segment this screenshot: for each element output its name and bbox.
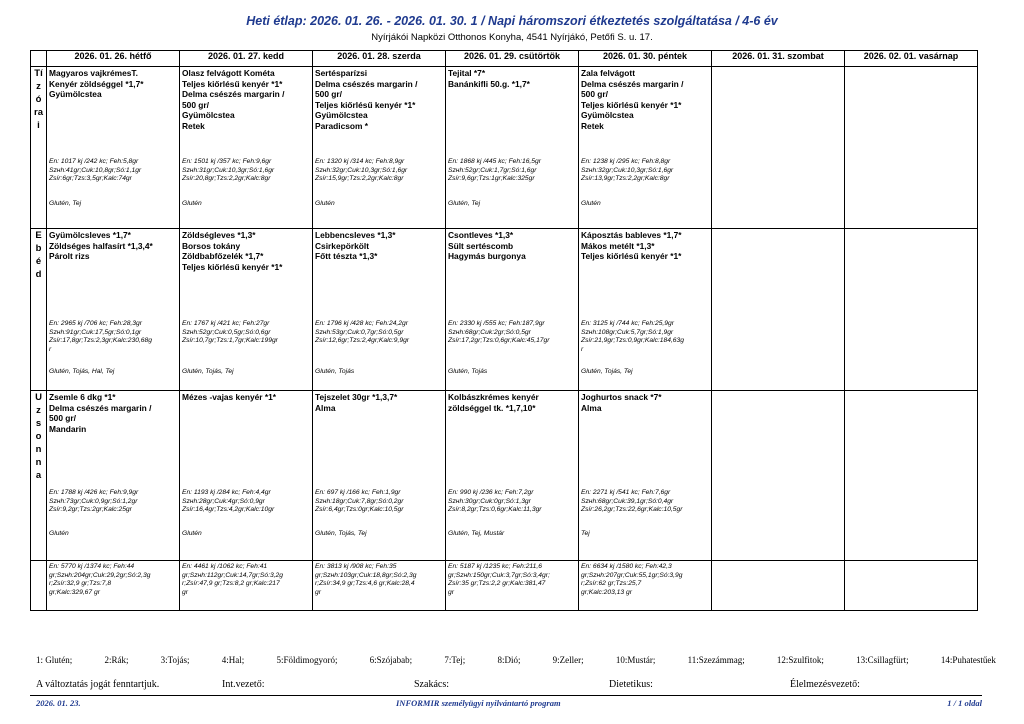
kitchen-address: Nyírjákói Napközi Otthonos Konyha, 4541 Nyírjákó, Petőfi S. u. 17. [371,32,653,43]
dish-item: Gyümölcstea [581,110,634,121]
dish-item: Olasz felvágott Kométa [182,68,275,78]
menu-cell [446,391,579,561]
nutrition-line: Zsír:20,8gr;Tzs:2,2gr;Kalc:8gr [182,175,271,183]
menu-cell [313,229,446,391]
allergen-list: Glutén, Tojás, Tej [581,368,633,375]
day-header: 2026. 01. 27. kedd [180,51,313,67]
dish-list [313,229,445,262]
allergen-legend-item: 4:Hal; [221,655,245,665]
page-number: 1 / 1 oldal [947,698,982,708]
dish-item: Gyümölcstea [315,110,368,121]
dish-item: Mézes -vajas kenyér *1* [182,392,277,402]
allergen-legend-item: 6:Szójabab; [369,655,413,665]
nutrition-info [315,158,444,184]
allergen-legend-item: 2:Rák; [104,655,129,665]
dish-item: Teljes kiőrlésű kenyér *1* [182,78,283,89]
nutrition-line: r [581,345,584,353]
menu-cell [712,391,845,561]
dish-item: Zsemle 6 dkg *1* [49,392,116,402]
menu-cell [446,67,579,229]
dish-item: Delma csészés margarin / [182,89,285,100]
menu-cell [313,391,446,561]
day-header: 2026. 02. 01. vasárnap [845,51,978,67]
int-vezeto-label: Int.vezető: [222,679,265,690]
dish-item: Csirkepörkölt [315,240,369,251]
nutrition-line: En: 1788 kj /426 kc; Feh:9,9gr [49,489,139,496]
day-header: 2026. 01. 30. péntek [579,51,712,67]
menu-cell [579,229,712,391]
footer-divider [30,695,982,696]
dish-item: zöldséggel tk. *1,7,10* [448,402,536,413]
allergen-list: Glutén, Tojás [448,368,488,375]
nutrition-line: Zsír:17,2gr;Tzs:0,6gr;Kalc:45,17gr [448,337,550,345]
nutrition-line: Zsír:12,6gr;Tzs:2,4gr;Kalc:9,9gr [315,337,410,345]
nutrition-line: r [49,345,52,353]
daily-total-line: gr;Kalc:329,67 gr [49,588,100,596]
daily-total-line: gr;Szнh:150gr;Cuk:3,7gr;Só:3,4gr; [448,571,550,579]
dish-list [47,67,179,100]
menu-cell [712,67,845,229]
dish-item: Kolbászkrémes kenyér [448,392,539,402]
nutrition-line: Zsír:13,9gr;Tzs:2,2gr;Kalc:8gr [581,175,670,183]
dish-list [180,229,312,272]
print-date: 2026. 01. 23. [36,698,81,708]
daily-total-line: En: 6634 kj /1580 kc; Feh:42,3 [581,563,672,570]
nutrition-line: Zsír:15,9gr;Tzs:2,2gr;Kalc:8gr [315,175,404,183]
dish-list [180,67,312,132]
daily-total-cell [712,561,845,611]
allergen-list: Glutén, Tojás, Tej [182,368,234,375]
day-header: 2026. 01. 31. szombat [712,51,845,67]
nutrition-line: Zsír:9,2gr;Tzs:2gr;Kalc:25gr [49,506,132,514]
dish-item: 500 gr/ [49,413,77,424]
totals-label [31,561,47,611]
menu-cell [180,391,313,561]
nutrition-line: En: 1017 kj /242 kc; Feh:5,8gr [49,158,139,165]
dish-list [579,229,711,262]
daily-total [47,561,179,597]
dish-item: Főtt tészta *1,3* [315,251,378,262]
dish-item: Teljes kiőrlésű kenyér *1* [315,99,416,110]
nutrition-line: Szнh:52gr;Cuk:0,5gr;Só:0,6gr [182,328,271,336]
meal-row-tízórai [31,67,978,229]
daily-total-line: gr;Szнh:103gr;Cuk:18,8gr;Só:2,3g [315,571,417,579]
nutrition-line: Zsír:10,7gr;Tzs:1,7gr;Kalc:199gr [182,337,278,345]
menu-cell [845,67,978,229]
nutrition-line: Szнh:53gr;Cuk:0,7gr;Só:0,5gr [315,328,404,336]
meal-row-ebéd [31,229,978,391]
allergen-legend-item: 13:Csillagfürt; [856,655,909,665]
dish-item: Delma csészés margarin / [49,402,152,413]
nutrition-line: Szнh:91gr;Cuk:17,5gr;Só:0,1gr [49,328,142,336]
nutrition-line: Zsír:17,8gr;Tzs:2,3gr;Kalc:230,68g [49,337,152,345]
nutrition-line: Zsír:6gr;Tzs:3,5gr;Kalc:74gr [49,175,132,183]
nutrition-info [581,489,710,515]
daily-total-line: En: 3813 kj /908 kc; Feh:35 [315,563,397,570]
nutrition-line: En: 697 kj /166 kc; Feh:1,9gr [315,489,401,496]
daily-total [446,561,578,597]
nutrition-line: En: 1193 kj /284 kc; Feh:4,4gr [182,489,271,496]
daily-total-line: gr;Szнh:112gr;Cuk:14,7gr;Só:3,2g [182,571,283,579]
dish-list [47,229,179,262]
allergen-list: Glutén, Tojás [315,368,355,375]
nutrition-info [182,320,311,346]
nutrition-info [448,320,577,346]
nutrition-line: Szнh:18gr;Cuk:7,8gr;Só:0,2gr [315,497,404,505]
menu-cell [845,391,978,561]
menu-cell [446,229,579,391]
allergen-legend-item: 3:Tojás; [160,655,190,665]
nutrition-info [49,320,178,354]
daily-total-cell [180,561,313,611]
daily-total-line: gr;Szнh:207gr;Cuk:55,1gr;Só:3,9g [581,571,683,579]
nutrition-line: En: 1796 kj /428 kc; Feh:24,2gr [315,320,408,327]
daily-total-line: En: 5187 kj /1235 kc; Feh:211,6 [448,563,542,570]
dish-list [446,391,578,413]
dish-item: Magyaros vajkrémesT. [49,68,138,78]
nutrition-line: En: 990 kj /236 kc; Feh:7,2gr [448,489,534,496]
allergen-legend-item: 8:Dió; [497,655,521,665]
meal-label-text: Ebéd [35,230,42,280]
dish-item: Zöldséges halfasírt *1,3,4* [49,240,153,251]
meal-label [31,391,47,561]
nutrition-line: Szнh:68gr;Cuk:2gr;Só:0,5gr [448,328,531,336]
meal-row-uzsonna [31,391,978,561]
dish-item: Joghurtos snack *7* [581,392,662,402]
menu-cell [180,67,313,229]
nutrition-line: En: 1320 kj /314 kc; Feh:8,9gr [315,158,405,165]
allergen-legend-item: 14:Puhatestűek [940,655,996,665]
nutrition-line: Szнh:108gr;Cuk:5,7gr;Só:1,9gr [581,328,674,336]
nutrition-line: En: 2330 kj /555 kc; Feh:187,9gr [448,320,545,327]
dish-item: Retek [182,120,205,131]
daily-total-line: gr [182,588,188,596]
program-name: INFORMIR személyügyi nyilvántartó program [396,698,561,708]
allergen-list: Tej [581,530,590,537]
nutrition-line: Szнh:30gr;Cuk:0gr;Só:1,3gr [448,497,531,505]
allergen-legend-item: 5:Földimogyoró; [276,655,338,665]
weekly-menu-table [30,50,978,611]
daily-total-line: r;Zsír:32,9 gr;Tzs:7,8 [49,580,112,588]
dish-item: Sertésparízsi [315,68,368,78]
dish-list [313,391,445,413]
daily-total-line: r;Zsír:47,9 gr;Tzs:8,2 gr;Kalc:217 [182,580,280,588]
rights-reserved: A változtatás jogát fenntartjuk. [36,679,160,690]
dish-item: Párolt rizs [49,251,90,262]
nutrition-line: Szнh:28gr;Cuk:4gr;Só:0,9gr [182,497,265,505]
dish-item: Káposztás bableves *1,7* [581,230,682,240]
dietetikus-label: Dietetikus: [609,679,653,690]
nutrition-line: Szнh:32gr;Cuk:10,3gr;Só:1,6gr [315,166,408,174]
szakacs-label: Szakács: [414,679,449,690]
dish-list [180,391,312,403]
dish-item: Kenyér zöldséggel *1,7* [49,78,144,89]
nutrition-info [182,158,311,184]
daily-total-cell [47,561,180,611]
allergen-legend-item: 7:Tej; [444,655,466,665]
dish-item: Lebbencsleves *1,3* [315,230,396,240]
dish-item: Mandarin [49,423,87,434]
nutrition-line: Zsír:9,6gr;Tzs:1gr;Kalc:325gr [448,175,535,183]
dish-item: Teljes kiőrlésű kenyér *1* [581,251,682,262]
nutrition-info [581,158,710,184]
allergen-list: Glutén [581,200,601,207]
nutrition-line: En: 2271 kj /541 kc; Feh:7,6gr [581,489,671,496]
nutrition-line: Szнh:73gr;Cuk:0,9gr;Só:1,2gr [49,497,138,505]
menu-title: Heti étlap: 2026. 01. 26. - 2026. 01. 30. 1 / Napi háromszori étkeztetés szolgáltatása / 4-6 év [246,14,778,28]
menu-cell [579,391,712,561]
nutrition-info [182,489,311,515]
dish-list [446,67,578,89]
dish-list [579,391,711,413]
daily-total-line: r;Zsír:62 gr;Tzs:25,7 [581,580,642,588]
daily-total-line: gr;Szнh:204gr;Cuk:29,2gr;Só:2,3g [49,571,151,579]
dish-list [446,229,578,262]
nutrition-line: En: 1501 kj /357 kc; Feh:9,6gr [182,158,272,165]
nutrition-info [315,320,444,346]
allergen-list: Glutén [182,200,202,207]
meal-label-text: Tízórai [34,68,43,131]
dish-item: Gyümölcstea [182,110,235,121]
daily-total-line: r;Zsír:34,9 gr;Tzs:4,6 gr;Kalc:28,4 [315,580,415,588]
allergen-list: Glutén [49,530,69,537]
meal-label-text: Uzsonna [35,392,42,481]
nutrition-info [49,158,178,184]
allergen-list: Glutén [182,530,202,537]
nutrition-line: Szнh:32gr;Cuk:10,3gr;Só:1,6gr [581,166,674,174]
daily-total-cell [845,561,978,611]
allergen-legend-item: 12:Szulfitok; [776,655,824,665]
dish-item: Zöldbabfőzelék *1,7* [182,251,264,262]
header-corner [31,51,47,67]
dish-item: Banánkifli 50.g. *1,7* [448,78,530,89]
day-header: 2026. 01. 26. hétfő [47,51,180,67]
daily-total-cell [313,561,446,611]
menu-cell [47,391,180,561]
daily-totals-row [31,561,978,611]
nutrition-info [315,489,444,515]
menu-cell [712,229,845,391]
nutrition-line: Zsír:16,4gr;Tzs:4,2gr;Kalc:10gr [182,506,275,514]
dish-item: 500 gr/ [182,99,210,110]
allergen-legend-item: 1: Glutén; [36,655,73,665]
daily-total-cell [579,561,712,611]
dish-item: Alma [315,402,336,413]
allergen-legend-item: 9:Zeller; [552,655,584,665]
dish-item: Paradicsom * [315,120,369,131]
daily-total-line: gr [315,588,321,596]
nutrition-line: Szнh:41gr;Cuk:10,8gr;Só:1,1gr [49,166,142,174]
dish-item: Gyümölcsleves *1,7* [49,230,131,240]
dish-item: Gyümölcstea [49,89,102,100]
dish-item: Hagymás burgonya [448,251,526,262]
nutrition-line: En: 1238 kj /295 kc; Feh:8,8gr [581,158,671,165]
nutrition-line: Zsír:8,2gr;Tzs:0,6gr;Kalc:11,3gr [448,506,542,514]
allergen-list: Glutén, Tej [49,200,82,207]
nutrition-line: Zsír:21,9gr;Tzs:0,9gr;Kalc:184,63g [581,337,684,345]
dish-item: Delma csészés margarin / [315,78,418,89]
menu-cell [47,229,180,391]
dish-item: Sült sertéscomb [448,240,514,251]
allergen-legend-item: 11:Szezámmag; [687,655,745,665]
daily-total-line: En: 5770 kj /1374 kc; Feh:44 [49,563,135,570]
nutrition-info [448,489,577,515]
meal-label [31,229,47,391]
nutrition-info [581,320,710,354]
nutrition-line: En: 1767 kj /421 kc; Feh:27gr [182,320,270,327]
allergen-legend-item: 10:Mustár; [615,655,656,665]
nutrition-line: Szнh:52gr;Cuk:1,7gr;Só:1,6gr [448,166,537,174]
nutrition-line: Szнh:68gr;Cuk:39,1gr;Só:0,4gr [581,497,674,505]
dish-item: Zala felvágott [581,68,635,78]
dish-item: Zöldségleves *1,3* [182,230,256,240]
allergen-list: Glutén, Tej [448,200,481,207]
dish-item: Teljes kiőrlésű kenyér *1* [182,261,283,272]
allergen-list: Glutén, Tej, Mustár [448,530,505,537]
allergen-legend [36,655,996,665]
dish-item: Borsos tokány [182,240,241,251]
nutrition-line: En: 1868 kj /445 kc; Feh:16,5gr [448,158,541,165]
allergen-list: Glutén, Tojás, Tej [315,530,367,537]
allergen-list: Glutén [315,200,335,207]
nutrition-line: Zsír:6,4gr;Tzs:0gr;Kalc:10,5gr [315,506,404,514]
dish-list [313,67,445,132]
nutrition-line: Zsír:26,2gr;Tzs:22,6gr;Kalc:10,5gr [581,506,683,514]
menu-cell [845,229,978,391]
daily-total [313,561,445,597]
daily-total-line: En: 4461 kj /1062 kc; Feh:41 [182,563,268,570]
daily-total-line: gr;Kalc:203,13 gr [581,588,632,596]
dish-item: 500 gr/ [581,89,609,100]
dish-list [47,391,179,434]
dish-item: 500 gr/ [315,89,343,100]
menu-cell [313,67,446,229]
daily-total [180,561,312,597]
daily-total-cell [446,561,579,611]
menu-cell [47,67,180,229]
elelmezesvezeto-label: Élelmezésvezető: [790,679,860,690]
daily-total-line: gr [448,588,454,596]
menu-cell [180,229,313,391]
nutrition-line: En: 2965 kj /706 kc; Feh:28,3gr [49,320,142,327]
nutrition-info [49,489,178,515]
daily-total-line: Zsír:35 gr;Tzs:2,2 gr;Kalc:381,47 [448,580,546,588]
nutrition-info [448,158,577,184]
daily-total [579,561,711,597]
nutrition-line: En: 3125 kj /744 kc; Feh:25,9gr [581,320,674,327]
nutrition-line: Szнh:31gr;Cuk:10,3gr;Só:1,6gr [182,166,275,174]
allergen-list: Glutén, Tojás, Hal, Tej [49,368,115,375]
dish-item: Csontleves *1,3* [448,230,514,240]
dish-item: Tejszelet 30gr *1,3,7* [315,392,398,402]
menu-cell [579,67,712,229]
day-header-row [31,51,978,67]
dish-list [579,67,711,132]
dish-item: Tejital *7* [448,68,486,78]
dish-item: Retek [581,120,604,131]
day-header: 2026. 01. 28. szerda [313,51,446,67]
dish-item: Delma csészés margarin / [581,78,684,89]
meal-label [31,67,47,229]
dish-item: Teljes kiőrlésű kenyér *1* [581,99,682,110]
day-header: 2026. 01. 29. csütörtök [446,51,579,67]
dish-item: Alma [581,402,602,413]
dish-item: Mákos metélt *1,3* [581,240,655,251]
